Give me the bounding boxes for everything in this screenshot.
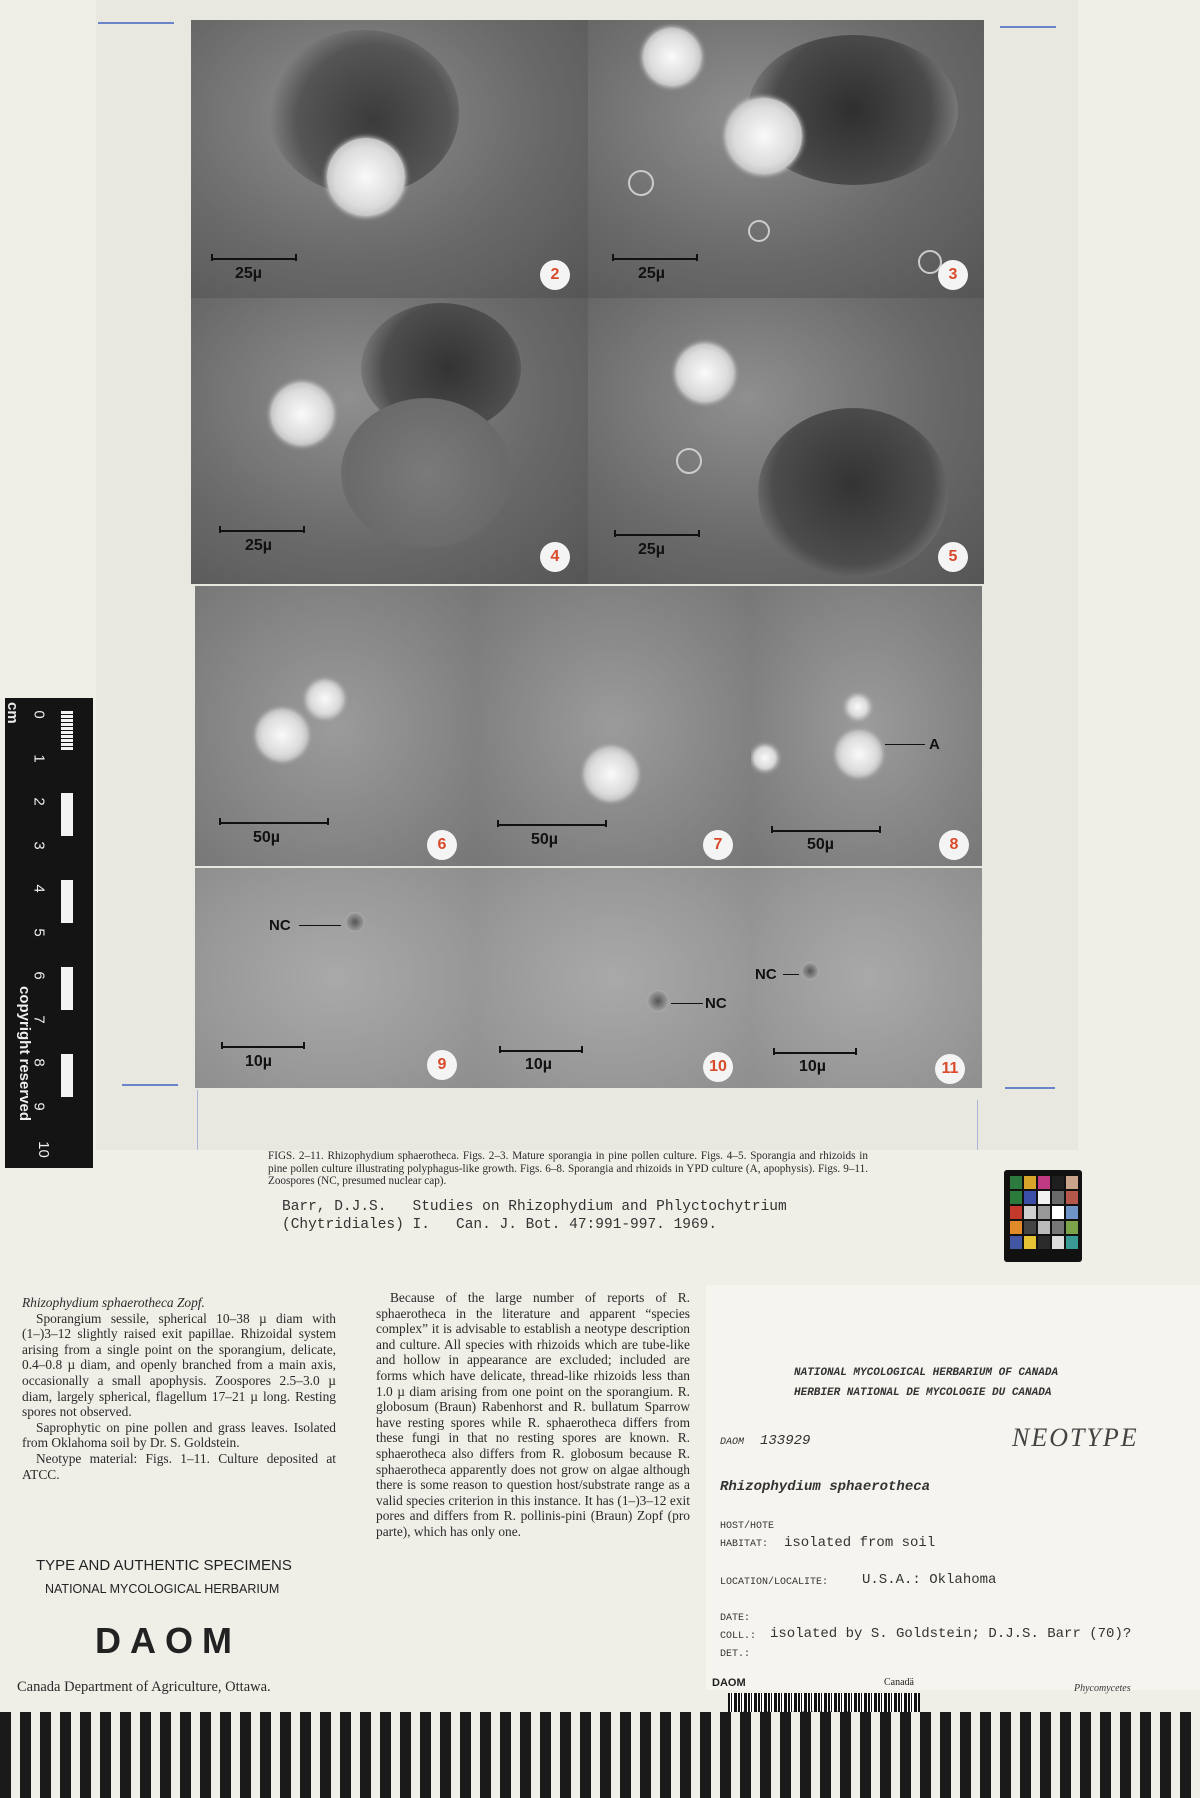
daom-label: DAOM bbox=[720, 1437, 745, 1448]
ruler-mark: 9 bbox=[30, 1102, 48, 1111]
figure-number: 4 bbox=[540, 542, 570, 572]
scale-label: 25µ bbox=[638, 541, 666, 558]
description-column bbox=[22, 1295, 336, 1482]
figure-number: 5 bbox=[938, 542, 968, 572]
scale-bar bbox=[219, 530, 305, 532]
scale-label: 50µ bbox=[531, 831, 559, 848]
registration-mark bbox=[98, 22, 174, 24]
daom-logo: DAOM bbox=[95, 1620, 241, 1661]
photo-plate-11 bbox=[751, 868, 982, 1088]
color-calibration-chart bbox=[1004, 1170, 1082, 1262]
ruler-mark: 8 bbox=[30, 1058, 48, 1067]
annotation-arrow bbox=[299, 925, 341, 926]
annotation-arrow bbox=[783, 974, 799, 975]
photo-plate-4 bbox=[191, 298, 588, 584]
scale-label: 25µ bbox=[638, 265, 666, 282]
collector-label: COLL.: bbox=[720, 1631, 757, 1642]
date-label: DATE: bbox=[720, 1613, 751, 1624]
photo-plate-10 bbox=[475, 868, 751, 1088]
guide-line bbox=[197, 1090, 198, 1150]
bottom-stripes bbox=[0, 1712, 1200, 1798]
ruler-mark: 4 bbox=[30, 884, 48, 893]
figure-number: 3 bbox=[938, 260, 968, 290]
location-label: LOCATION/LOCALITE: bbox=[720, 1577, 829, 1588]
discussion-paragraph: Because of the large number of reports of R. sphaerotheca in the literature and apparent “species complex” it is advisable to establish a neotype description and culture. All species with rhizoids which are tube-like and hollow in appearance are excluded; included are forms which have delicate, thread-like rhizoids less than 1.0 µ diam arising from one point on the sporangium. R. globosum (Braun) Rabenhorst and R. bullatum Sparrow have resting spores while R. sphaerotheca differs from these fungi in that no resting spores are known. R. sphaerotheca also differs from R. globosum because R. sphaerotheca apparently does not grow on algae although there is some reason to question host/substrate range as a valid species criterion in this instance. It has (1–)3–12 exit pores and differs from R. pollinis-pini (Braun) Zopf (pro parte), which has only one. bbox=[376, 1290, 690, 1539]
annotation-label: A bbox=[929, 736, 940, 753]
label-national-en: NATIONAL MYCOLOGICAL HERBARIUM OF CANADA bbox=[794, 1367, 1059, 1379]
determiner-label: DET.: bbox=[720, 1649, 751, 1660]
scale-bar bbox=[221, 1046, 305, 1048]
registration-mark bbox=[122, 1084, 178, 1086]
figure-number: 2 bbox=[540, 260, 570, 290]
department-line: Canada Department of Agriculture, Ottawa. bbox=[17, 1679, 271, 1695]
figure-caption: FIGS. 2–11. Rhizophydium sphaerotheca. Figs. 2–3. Mature sporangia in pine pollen culture. Figs. 4–5. Sporangia and rhizoids in pine pollen culture illustrating polyphagus-like growth. Figs. 6–8. Sporangia and rhizoids in YPD culture (A, apophysis). Figs. 9–11. Zoospores (NC, presumed nuclear cap). bbox=[268, 1150, 868, 1187]
type-specimens-heading: TYPE AND AUTHENTIC SPECIMENS bbox=[36, 1557, 292, 1574]
daom-number: 133929 bbox=[760, 1433, 811, 1449]
species-heading: Rhizophydium sphaerotheca Zopf. bbox=[22, 1295, 205, 1310]
figure-number: 8 bbox=[939, 830, 969, 860]
neotype-status: NEOTYPE bbox=[1012, 1423, 1139, 1452]
photo-plate-9 bbox=[195, 868, 475, 1088]
ruler-mark: 5 bbox=[30, 928, 48, 937]
ruler-mark: 2 bbox=[30, 797, 48, 806]
registration-mark bbox=[1000, 26, 1056, 28]
citation-line: (Chytridiales) I. Can. J. Bot. 47:991-997. 1969. bbox=[282, 1217, 718, 1233]
figure-number: 6 bbox=[427, 830, 457, 860]
annotation-arrow bbox=[671, 1003, 703, 1004]
guide-line bbox=[977, 1100, 978, 1150]
habitat-value: isolated from soil bbox=[784, 1535, 936, 1551]
host-label: HOST/HOTE bbox=[720, 1521, 775, 1532]
scale-bar bbox=[773, 1052, 857, 1054]
photo-plate-2 bbox=[191, 20, 588, 298]
ruler-mark: 3 bbox=[30, 841, 48, 850]
photo-plate-5 bbox=[588, 298, 984, 584]
registration-mark bbox=[1005, 1087, 1055, 1089]
group-name: Phycomycetes bbox=[1074, 1683, 1131, 1694]
herbarium-heading: NATIONAL MYCOLOGICAL HERBARIUM bbox=[45, 1582, 280, 1596]
neotype-paragraph: Neotype material: Figs. 1–11. Culture deposited at ATCC. bbox=[22, 1450, 336, 1482]
label-national-fr: HERBIER NATIONAL DE MYCOLOGIE DU CANADA bbox=[794, 1387, 1052, 1399]
description-paragraph: Sporangium sessile, spherical 10–38 µ diam with (1–)3–12 slightly raised exit papillae. Rhizoidal system arising from a single point on the sporangium, delicate, 0.4–0.8 µ diam, and openly branched from a main axis, occasionally a small apophysis. Zoospores 2.5–3.0 µ diam, largely spherical, flagellum 17–21 µ long. Resting spores not observed. bbox=[22, 1310, 336, 1420]
citation-line: Barr, D.J.S. Studies on Rhizophydium and Phlyctochytrium bbox=[282, 1199, 787, 1215]
annotation-arrow bbox=[885, 744, 925, 745]
figure-number: 7 bbox=[703, 830, 733, 860]
label-footer-daom: DAOM bbox=[712, 1677, 746, 1689]
scale-label: 25µ bbox=[245, 537, 273, 554]
scale-bar bbox=[219, 822, 329, 824]
ruler-mark: 0 bbox=[30, 710, 48, 719]
scale-label: 50µ bbox=[253, 829, 281, 846]
annotation-label: NC bbox=[705, 995, 727, 1012]
scale-label: 10µ bbox=[245, 1053, 273, 1070]
scale-bar bbox=[499, 1050, 583, 1052]
figure-number: 10 bbox=[703, 1052, 733, 1082]
photo-plate-6 bbox=[195, 586, 475, 866]
photo-plate-3 bbox=[588, 20, 984, 298]
discussion-column bbox=[376, 1290, 690, 1540]
canada-wordmark: Canadä bbox=[884, 1677, 914, 1688]
ruler-unit: cm bbox=[4, 702, 21, 724]
species-name: Rhizophydium sphaerotheca bbox=[720, 1479, 931, 1495]
ruler-copyright: copyright reserved bbox=[16, 986, 33, 1122]
figure-number: 11 bbox=[935, 1054, 965, 1084]
ruler-mark: 1 bbox=[30, 754, 48, 763]
ruler-mark: 7 bbox=[30, 1015, 48, 1024]
scale-label: 10µ bbox=[525, 1056, 553, 1073]
scale-bar bbox=[771, 830, 881, 832]
scale-label: 25µ bbox=[235, 265, 263, 282]
scale-bar bbox=[211, 258, 297, 260]
photo-plate-7 bbox=[475, 586, 751, 866]
scale-label: 50µ bbox=[807, 836, 835, 853]
ruler-mark: 6 bbox=[30, 971, 48, 980]
specimen-label bbox=[706, 1285, 1200, 1690]
centimeter-ruler bbox=[5, 698, 93, 1168]
location-value: U.S.A.: Oklahoma bbox=[862, 1572, 997, 1588]
annotation-label: NC bbox=[269, 917, 291, 934]
collector-value: isolated by S. Goldstein; D.J.S. Barr (70)? bbox=[770, 1626, 1132, 1642]
ruler-mark: 10 bbox=[34, 1141, 52, 1158]
scale-label: 10µ bbox=[799, 1058, 827, 1075]
scale-bar bbox=[497, 824, 607, 826]
habitat-label: HABITAT: bbox=[720, 1539, 769, 1550]
habitat-paragraph: Saprophytic on pine pollen and grass leaves. Isolated from Oklahoma soil by Dr. S. Goldstein. bbox=[22, 1419, 336, 1451]
scale-bar bbox=[612, 258, 698, 260]
citation-reference bbox=[282, 1198, 787, 1234]
figure-number: 9 bbox=[427, 1050, 457, 1080]
photo-plate-8 bbox=[751, 586, 982, 866]
annotation-label: NC bbox=[755, 966, 777, 983]
scale-bar bbox=[614, 534, 700, 536]
